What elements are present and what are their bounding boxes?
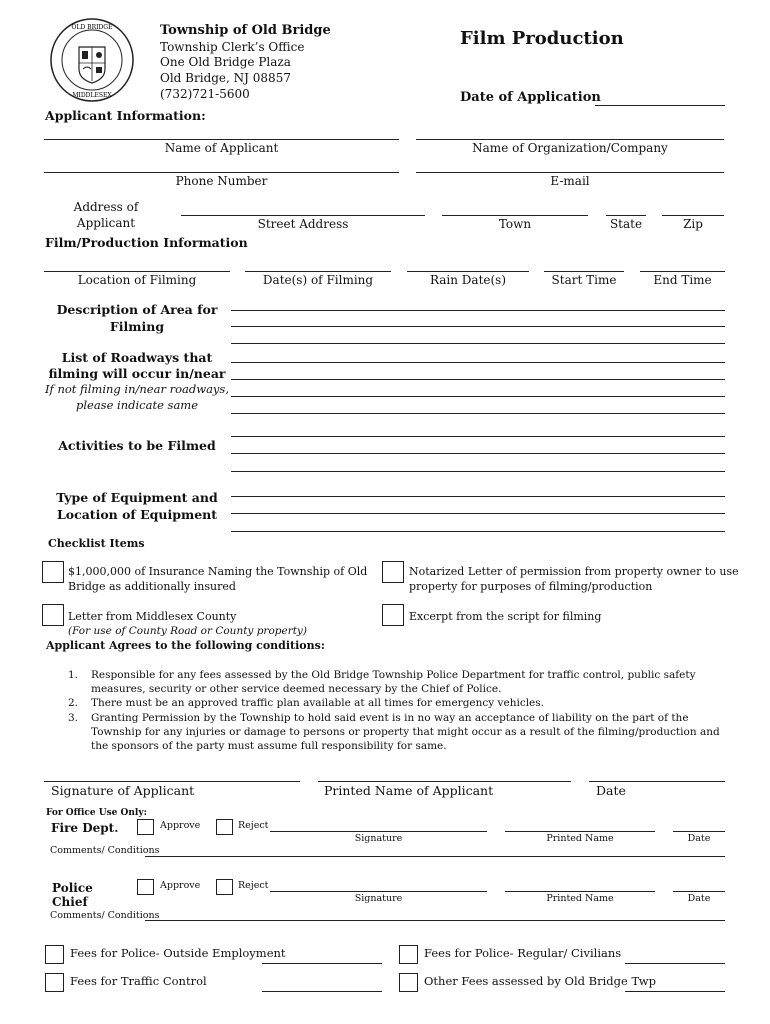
police-comments-label: Comments/ Conditions: [50, 910, 160, 921]
film-section-title: Film/Production Information: [45, 235, 248, 250]
insurance-text-2: Bridge as additionally insured: [68, 580, 236, 593]
police-reject-label: Reject: [238, 880, 269, 891]
roadways-line-1[interactable]: [231, 362, 725, 363]
applicant-printed-name-label: Printed Name of Applicant: [324, 783, 494, 798]
fees-traffic-checkbox[interactable]: [45, 973, 64, 992]
fees-outside-checkbox[interactable]: [45, 945, 64, 964]
equipment-line-2[interactable]: [231, 513, 725, 514]
address-label-1: Address of: [73, 200, 139, 214]
police-printed-name-field[interactable]: [505, 891, 655, 892]
fees-other-label: Other Fees assessed by Old Bridge Twp: [424, 974, 656, 988]
activities-label: Activities to be Filmed: [58, 438, 216, 453]
fire-comments-label: Comments/ Conditions: [50, 845, 160, 856]
fire-printed-name-field[interactable]: [505, 831, 655, 832]
insurance-checkbox[interactable]: [42, 561, 64, 583]
conditions-title: Applicant Agrees to the following conditions:: [46, 639, 325, 652]
police-label-1: Police: [52, 881, 93, 895]
roadways-label-1: List of Roadways that: [61, 350, 213, 365]
description-label-1: Description of Area for: [56, 302, 218, 317]
condition-2-text: There must be an approved traffic plan available at all times for emergency vehicles.: [91, 697, 544, 709]
rain-date-label: Rain Date(s): [429, 273, 507, 287]
phone-field[interactable]: [44, 172, 399, 173]
address-line-1: One Old Bridge Plaza: [160, 55, 291, 69]
fire-dept-label: Fire Dept.: [51, 821, 119, 835]
condition-1-text: Responsible for any fees assessed by the Old Bridge Township Police Department for traffic control, public safety measures, security or other service deemed necessary by the Chief of Police.: [91, 669, 696, 695]
script-excerpt-text: Excerpt from the script for filming: [409, 610, 602, 623]
township-name: Township of Old Bridge: [160, 23, 331, 38]
location-field[interactable]: [44, 271, 230, 272]
notarized-text-2: property for purposes of filming/production: [409, 580, 653, 593]
police-label-2: Chief: [52, 895, 88, 909]
start-time-field[interactable]: [544, 271, 624, 272]
description-line-1[interactable]: [231, 310, 725, 311]
fire-reject-checkbox[interactable]: [216, 819, 233, 835]
fees-other-field[interactable]: [625, 991, 725, 992]
applicant-date-field[interactable]: [589, 781, 725, 782]
notarized-letter-checkbox[interactable]: [382, 561, 404, 583]
dates-field[interactable]: [245, 271, 391, 272]
applicant-section-title: Applicant Information:: [45, 108, 206, 123]
fees-other-checkbox[interactable]: [399, 973, 418, 992]
description-line-2[interactable]: [231, 326, 725, 327]
organization-label: Name of Organization/Company: [472, 141, 668, 155]
fire-printed-name-label: Printed Name: [546, 833, 614, 844]
description-line-3[interactable]: [231, 343, 725, 344]
dates-label: Date(s) of Filming: [262, 273, 374, 287]
phone-label: Phone Number: [175, 174, 268, 188]
organization-field[interactable]: [416, 139, 724, 140]
police-comments-field[interactable]: [145, 920, 725, 921]
applicant-printed-name-field[interactable]: [318, 781, 571, 782]
township-seal-icon: [49, 17, 135, 103]
end-time-field[interactable]: [640, 271, 725, 272]
applicant-signature-field[interactable]: [44, 781, 300, 782]
street-field[interactable]: [181, 215, 425, 216]
fire-date-label: Date: [687, 833, 711, 844]
street-label: Street Address: [257, 217, 349, 231]
svg-text:MIDDLESEX: MIDDLESEX: [72, 92, 112, 99]
police-reject-checkbox[interactable]: [216, 879, 233, 895]
checklist-title: Checklist Items: [48, 537, 145, 550]
fire-approve-checkbox[interactable]: [137, 819, 154, 835]
date-of-application-label: Date of Application: [460, 90, 601, 105]
office-use-title: For Office Use Only:: [46, 808, 147, 818]
equipment-label-1: Type of Equipment and: [56, 490, 218, 505]
fees-regular-field[interactable]: [625, 963, 725, 964]
county-letter-note: (For use of County Road or County property): [68, 625, 307, 637]
roadways-line-4[interactable]: [231, 413, 725, 414]
rain-date-field[interactable]: [407, 271, 529, 272]
fire-signature-field[interactable]: [270, 831, 487, 832]
fire-signature-label: Signature: [354, 833, 403, 844]
police-approve-label: Approve: [160, 880, 201, 891]
condition-3-number: 3.: [68, 712, 79, 724]
town-field[interactable]: [442, 215, 588, 216]
town-label: Town: [498, 217, 532, 231]
roadways-line-2[interactable]: [231, 379, 725, 380]
notarized-text-1: Notarized Letter of permission from property owner to use: [409, 565, 739, 578]
roadways-note-2: please indicate same: [75, 398, 199, 412]
state-label: State: [609, 217, 643, 231]
end-time-label: End Time: [653, 273, 712, 287]
clerk-office: Township Clerk’s Office: [160, 40, 305, 54]
date-of-application-field[interactable]: [595, 105, 725, 106]
activities-line-1[interactable]: [231, 436, 725, 437]
roadways-note-1: If not filming in/near roadways,: [45, 382, 229, 396]
address-label-2: Applicant: [76, 216, 136, 230]
activities-line-2[interactable]: [231, 453, 725, 454]
fire-approve-label: Approve: [160, 820, 201, 831]
applicant-signature-label: Signature of Applicant: [51, 783, 195, 798]
police-date-label: Date: [687, 893, 711, 904]
insurance-text-1: $1,000,000 of Insurance Naming the Township of Old: [68, 565, 368, 578]
applicant-name-label: Name of Applicant: [164, 141, 279, 155]
fees-outside-label: Fees for Police- Outside Employment: [70, 946, 286, 960]
location-label: Location of Filming: [77, 273, 197, 287]
police-printed-name-label: Printed Name: [546, 893, 614, 904]
fees-regular-label: Fees for Police- Regular/ Civilians: [424, 946, 622, 960]
police-signature-field[interactable]: [270, 891, 487, 892]
fees-traffic-field[interactable]: [262, 991, 382, 992]
police-signature-label: Signature: [354, 893, 403, 904]
fire-reject-label: Reject: [238, 820, 269, 831]
svg-text:OLD BRIDGE: OLD BRIDGE: [71, 24, 113, 31]
police-approve-checkbox[interactable]: [137, 879, 154, 895]
email-label: E-mail: [550, 174, 590, 188]
condition-3-text: Granting Permission by the Township to hold said event is in no way an acceptance of liability on the part of the Township for any injuries or damage to persons or property that might occur as a result of the filming/production and the sponsors of the party must assume full responsibility for same.: [91, 712, 720, 752]
form-title: Film Production: [460, 28, 624, 49]
fees-traffic-label: Fees for Traffic Control: [70, 974, 207, 988]
fire-comments-field[interactable]: [145, 856, 725, 857]
condition-1-number: 1.: [68, 669, 79, 681]
zip-field[interactable]: [662, 215, 724, 216]
equipment-label-2: Location of Equipment: [56, 507, 218, 522]
description-label-2: Filming: [109, 319, 165, 334]
phone-number: (732)721-5600: [160, 87, 250, 101]
applicant-name-field[interactable]: [44, 139, 399, 140]
fees-outside-field[interactable]: [262, 963, 382, 964]
equipment-line-1[interactable]: [231, 496, 725, 497]
start-time-label: Start Time: [551, 273, 617, 287]
state-field[interactable]: [606, 215, 646, 216]
applicant-date-label: Date: [596, 783, 626, 798]
police-date-field[interactable]: [673, 891, 725, 892]
fire-date-field[interactable]: [673, 831, 725, 832]
county-letter-checkbox[interactable]: [42, 604, 64, 626]
equipment-line-3[interactable]: [231, 531, 725, 532]
email-field[interactable]: [416, 172, 724, 173]
zip-label: Zip: [683, 217, 703, 231]
roadways-label-2: filming will occur in/near: [48, 366, 226, 381]
activities-line-3[interactable]: [231, 471, 725, 472]
fees-regular-checkbox[interactable]: [399, 945, 418, 964]
condition-2-number: 2.: [68, 697, 79, 709]
address-line-2: Old Bridge, NJ 08857: [160, 71, 291, 85]
roadways-line-3[interactable]: [231, 396, 725, 397]
county-letter-text: Letter from Middlesex County: [68, 610, 237, 623]
script-excerpt-checkbox[interactable]: [382, 604, 404, 626]
